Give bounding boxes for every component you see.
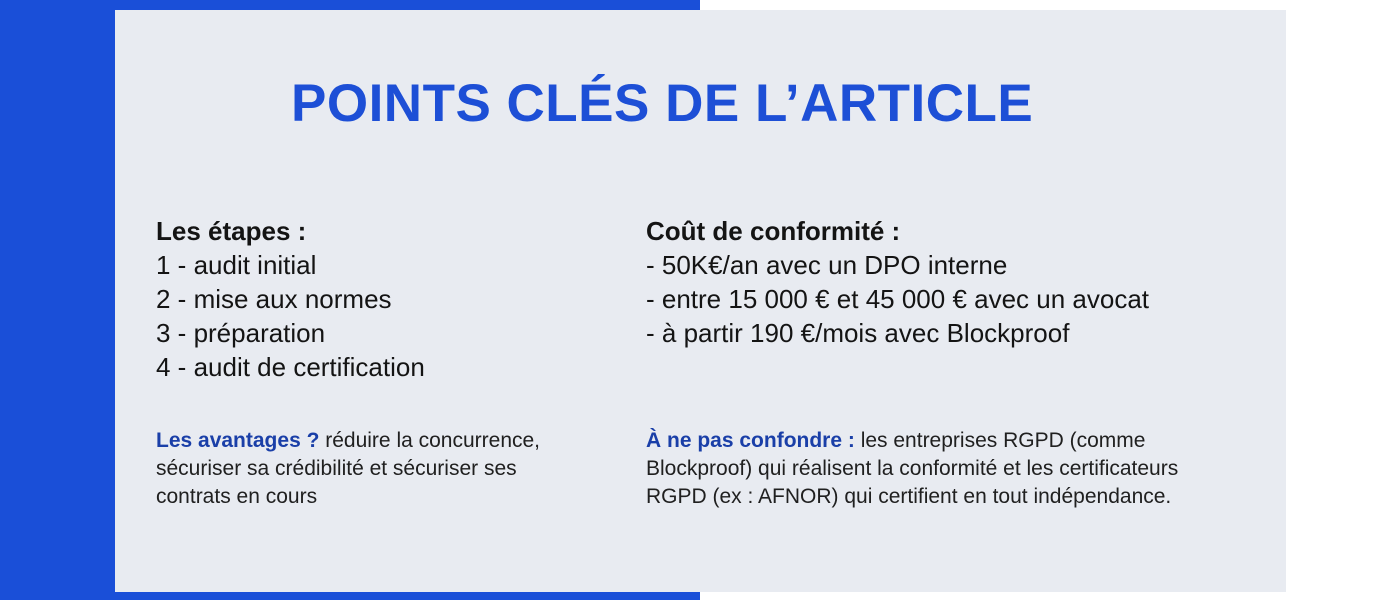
page-title: POINTS CLÉS DE L’ARTICLE <box>291 74 1034 133</box>
cost-item: - à partir 190 €/mois avec Blockproof <box>646 318 1070 348</box>
steps-section <box>156 214 616 384</box>
cost-item: - 50K€/an avec un DPO interne <box>646 250 1008 280</box>
steps-heading: Les étapes : <box>156 216 307 246</box>
key-points-card <box>115 10 1286 592</box>
advantages-lead: Les avantages ? <box>156 429 320 452</box>
advantages-text: réduire la concurrence, sécuriser sa crédibilité et sécuriser ses contrats en cours <box>156 429 541 508</box>
cost-heading: Coût de conformité : <box>646 216 901 246</box>
cost-section <box>646 214 1266 350</box>
step-item: 3 - préparation <box>156 318 326 348</box>
step-item: 2 - mise aux normes <box>156 284 392 314</box>
step-item: 1 - audit initial <box>156 250 317 280</box>
step-item: 4 - audit de certification <box>156 352 425 382</box>
caution-note <box>646 427 1236 511</box>
caution-lead: À ne pas confondre : <box>646 429 855 452</box>
advantages-note <box>156 427 586 511</box>
cost-item: - entre 15 000 € et 45 000 € avec un avocat <box>646 284 1150 314</box>
caution-text: les entreprises RGPD (comme Blockproof) qui réalisent la conformité et les certificateurs RGPD (ex : AFNOR) qui certifient en tout indépendance. <box>646 429 1179 508</box>
